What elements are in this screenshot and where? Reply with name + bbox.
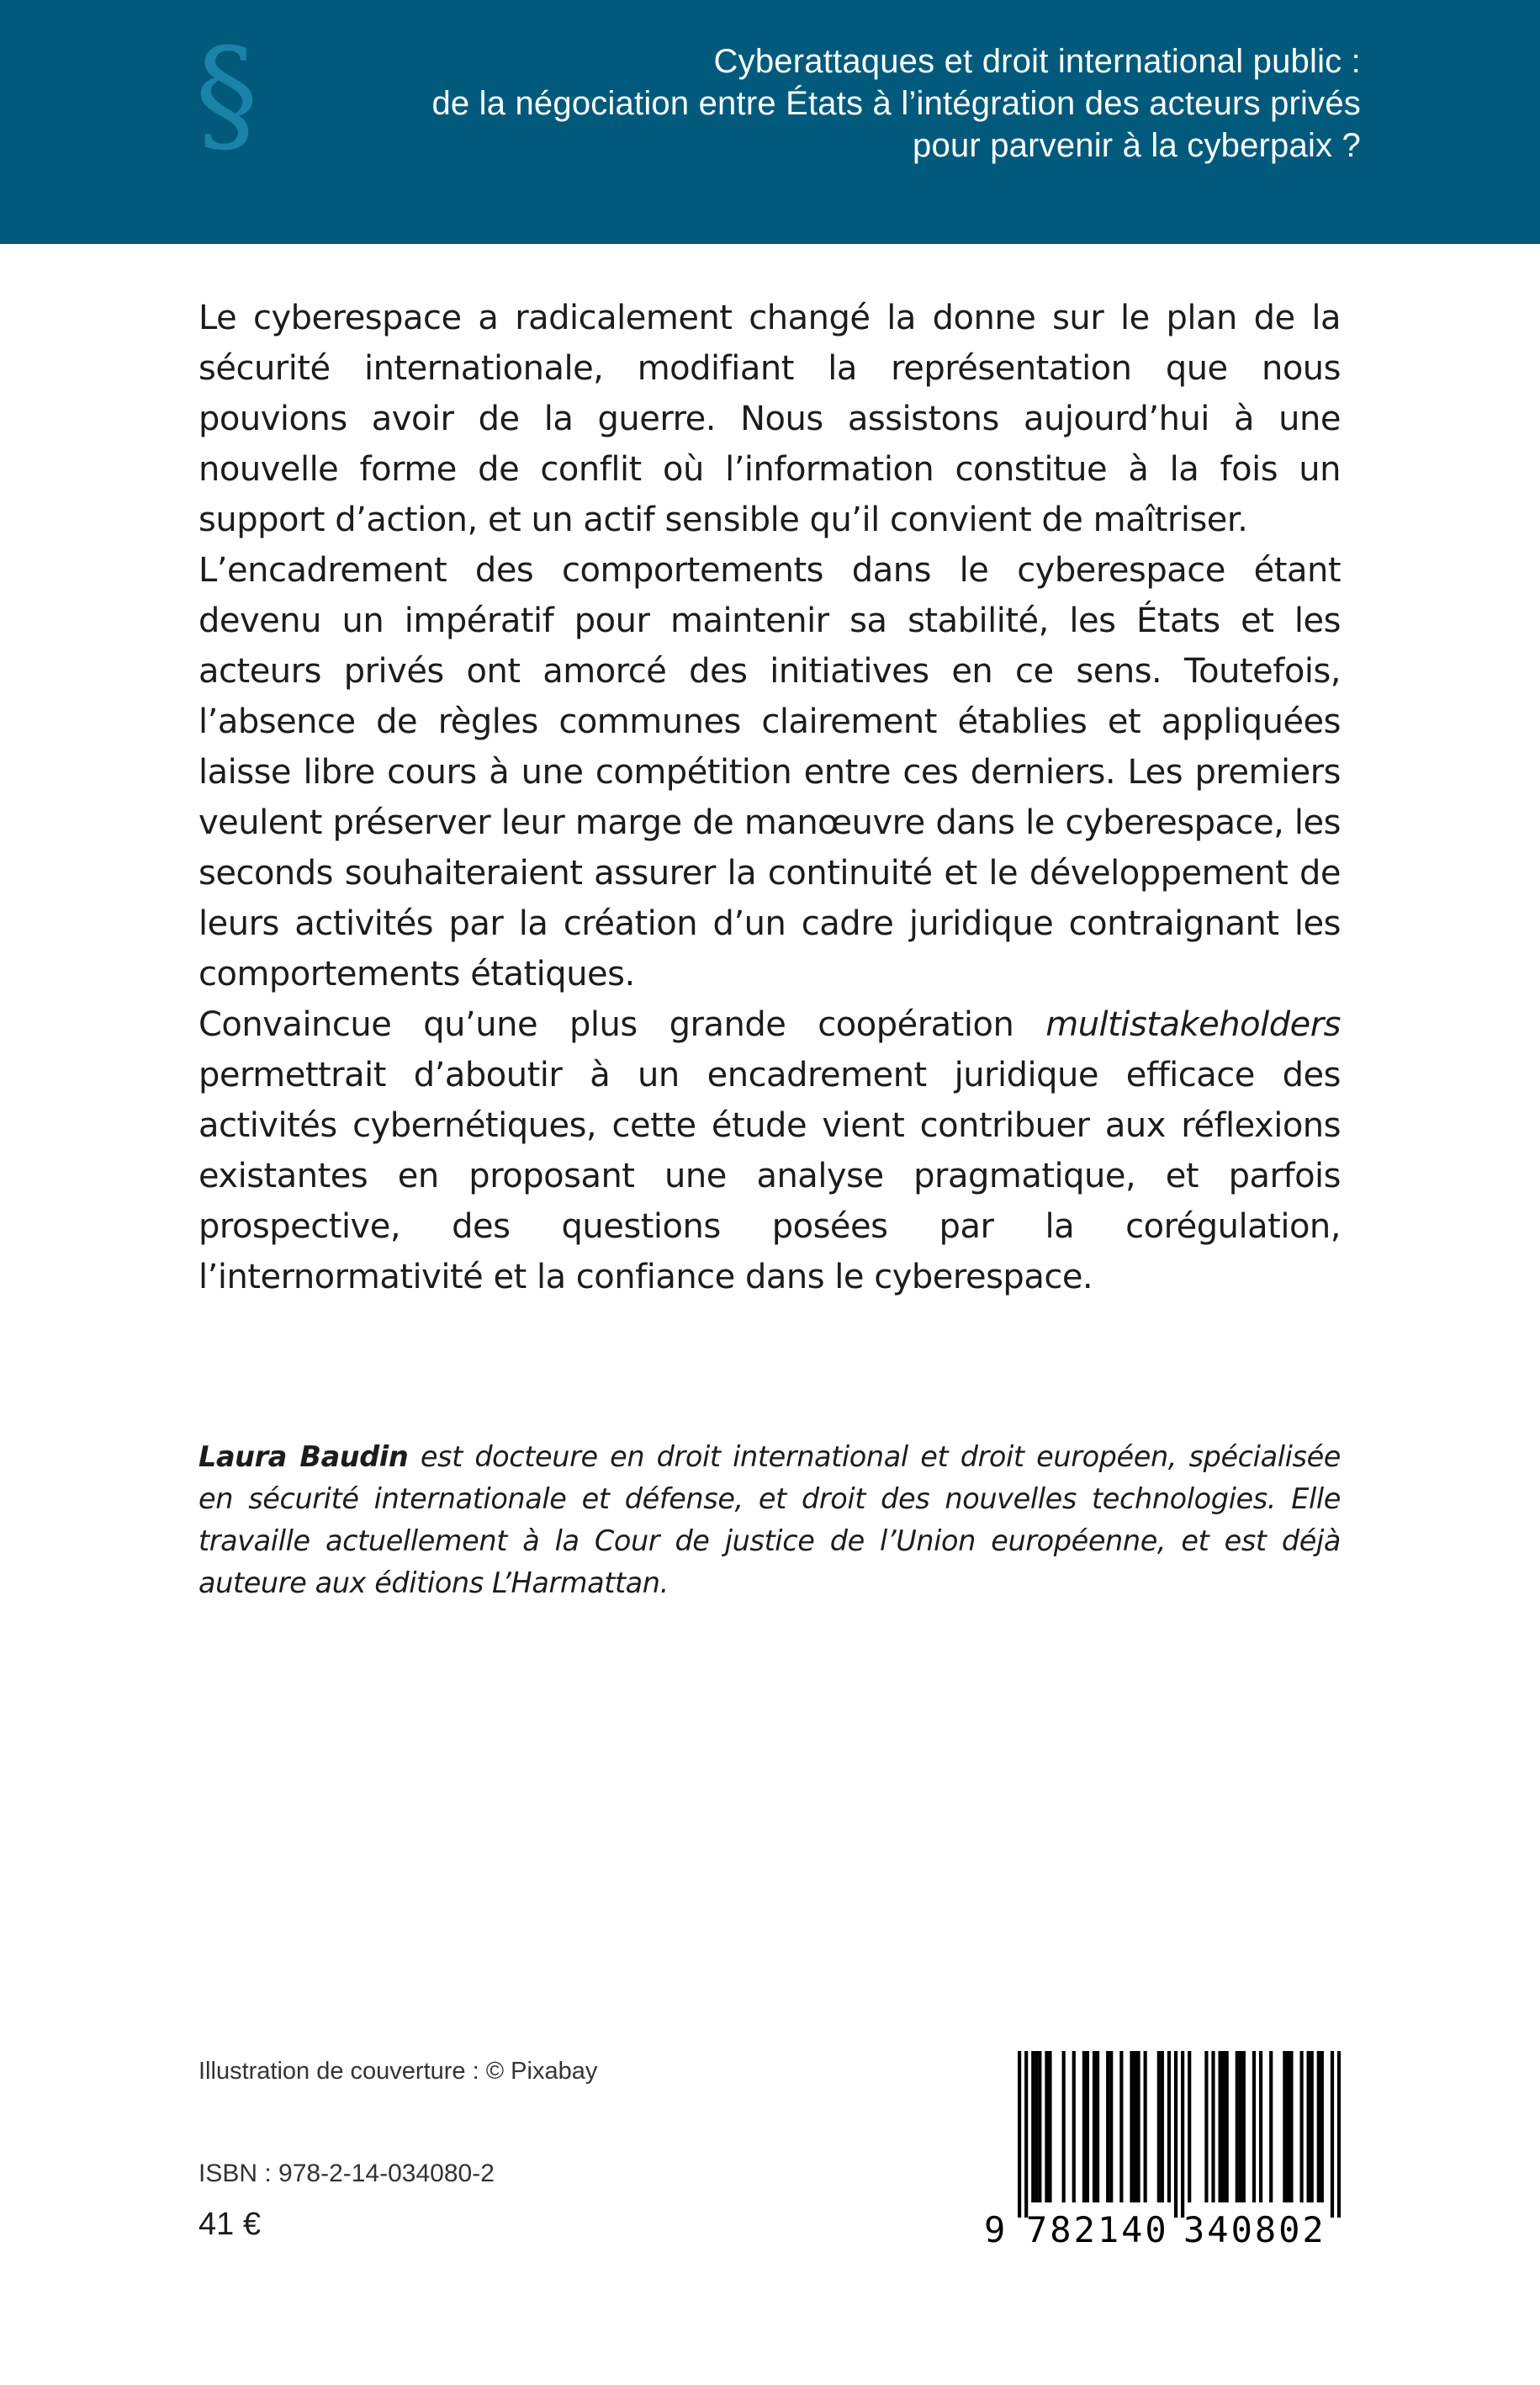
barcode-bars <box>1018 2051 1341 2218</box>
barcode-bar <box>1310 2051 1314 2202</box>
barcode-bar <box>1167 2051 1171 2202</box>
barcode-digits-group-2: 340802 <box>1183 2209 1326 2250</box>
barcode-bar <box>1096 2051 1099 2202</box>
barcode-bar <box>1130 2051 1133 2202</box>
barcode-bar <box>1222 2051 1225 2202</box>
barcode-bar <box>1133 2051 1136 2202</box>
section-symbol-icon: § <box>195 22 258 168</box>
barcode-bar <box>1035 2051 1038 2202</box>
barcode-bar <box>1242 2051 1246 2202</box>
barcode-bar <box>1236 2051 1239 2202</box>
barcode-bar <box>1218 2051 1221 2202</box>
book-title <box>267 40 1361 167</box>
barcode-bar <box>1299 2051 1303 2202</box>
author-bio <box>198 1436 1341 1604</box>
barcode <box>984 2051 1341 2250</box>
barcode-bar <box>1136 2051 1140 2202</box>
barcode-bar <box>1286 2051 1289 2202</box>
barcode-bar <box>1252 2051 1256 2202</box>
barcode-bar <box>1048 2051 1051 2202</box>
author-bio-text: est docteure en droit international et droit européen, spécialisée en sécurité internationale et défense, et droit des nouvelles technologies. Elle travaille actuellement à la Cour de justice de l’Union européenne, et est déjà auteure aux éditions L’Harmattan. <box>198 1440 1341 1599</box>
author-name: Laura Baudin <box>198 1440 409 1473</box>
barcode-digits <box>984 2209 1341 2251</box>
barcode-bar <box>1225 2051 1229 2202</box>
barcode-bar <box>1109 2051 1113 2202</box>
barcode-bar <box>1204 2051 1208 2202</box>
barcode-digit-lead: 9 <box>984 2209 1008 2250</box>
barcode-bar <box>1093 2051 1096 2202</box>
synopsis-paragraph-3 <box>198 999 1341 1302</box>
barcode-bar <box>1062 2051 1066 2202</box>
barcode-bar <box>1289 2051 1293 2202</box>
barcode-bar <box>1161 2051 1164 2202</box>
barcode-bar <box>1119 2051 1123 2202</box>
price: 41 € <box>198 2207 261 2242</box>
barcode-bar <box>1174 2051 1177 2218</box>
barcode-bar <box>1181 2051 1184 2218</box>
cover-credit: Illustration de couverture : © Pixabay <box>198 2058 598 2085</box>
barcode-bar <box>1259 2051 1262 2202</box>
book-title-line-2: de la négociation entre États à l’intégration des acteurs privés <box>431 85 1361 122</box>
synopsis <box>198 293 1341 1302</box>
barcode-bar <box>1082 2051 1086 2202</box>
synopsis-p3-emphasis: multistakeholders <box>1045 1005 1341 1044</box>
barcode-bar <box>1018 2051 1021 2218</box>
barcode-bar <box>1239 2051 1242 2202</box>
barcode-bar <box>1188 2051 1191 2202</box>
barcode-bar <box>1072 2051 1076 2202</box>
barcode-bar <box>1038 2051 1041 2202</box>
barcode-bar <box>1157 2051 1161 2202</box>
barcode-bar <box>1024 2051 1028 2218</box>
isbn: ISBN : 978-2-14-034080-2 <box>198 2160 495 2187</box>
synopsis-p3-end: permettrait d’aboutir à un encadrement juridique efficace des activités cybernétiques, cette étude vient contribuer aux réflexions existantes en proposant une analyse pragmatique, et parfois prospective, des questions posées par la corégulation, l’internormativité et la confiance dans le cyberespace. <box>198 1056 1341 1296</box>
barcode-bar <box>1144 2051 1147 2202</box>
barcode-bar <box>1317 2051 1320 2202</box>
barcode-bar <box>1211 2051 1215 2202</box>
barcode-bar <box>1283 2051 1286 2202</box>
barcode-digits-group-1: 782140 <box>1026 2209 1169 2250</box>
barcode-bar <box>1269 2051 1273 2202</box>
barcode-bar <box>1045 2051 1048 2202</box>
barcode-bar <box>1086 2051 1089 2202</box>
barcode-bar <box>1331 2051 1334 2218</box>
barcode-bar <box>1320 2051 1324 2202</box>
book-title-line-1: Cyberattaques et droit international public : <box>713 43 1361 80</box>
synopsis-paragraph-1: Le cyberespace a radicalement changé la donne sur le plan de la sécurité internationale, modifiant la représentation que nous pouvions avoir de la guerre. Nous assistons aujourd’hui à une nouvelle forme de conflit où l’information constitue à la fois un support d’action, et un actif sensible qu’il convient de maîtriser. <box>198 299 1341 539</box>
synopsis-p3-start: Convaincue qu’une plus grande coopération <box>198 1005 1046 1044</box>
synopsis-paragraph-2: L’encadrement des comportements dans le cyberespace étant devenu un impératif pour maintenir sa stabilité, les États et les acteurs privés ont amorcé des initiatives en ce sens. Toutefois, l’absence de règles communes clairement établies et appliquées laisse libre cours à une compétition entre ces derniers. Les premiers veulent préserver leur marge de manœuvre dans le cyberespace, les seconds souhaiteraient assurer la continuité et le développement de leurs activités par la création d’un cadre juridique contraignant les comportements étatiques. <box>198 551 1341 994</box>
barcode-bar <box>1307 2051 1310 2202</box>
barcode-bar <box>1031 2051 1035 2202</box>
barcode-bar <box>1106 2051 1109 2202</box>
header-band <box>0 0 1540 244</box>
barcode-bar <box>1337 2051 1341 2218</box>
book-title-line-3: pour parvenir à la cyberpaix ? <box>913 127 1361 164</box>
